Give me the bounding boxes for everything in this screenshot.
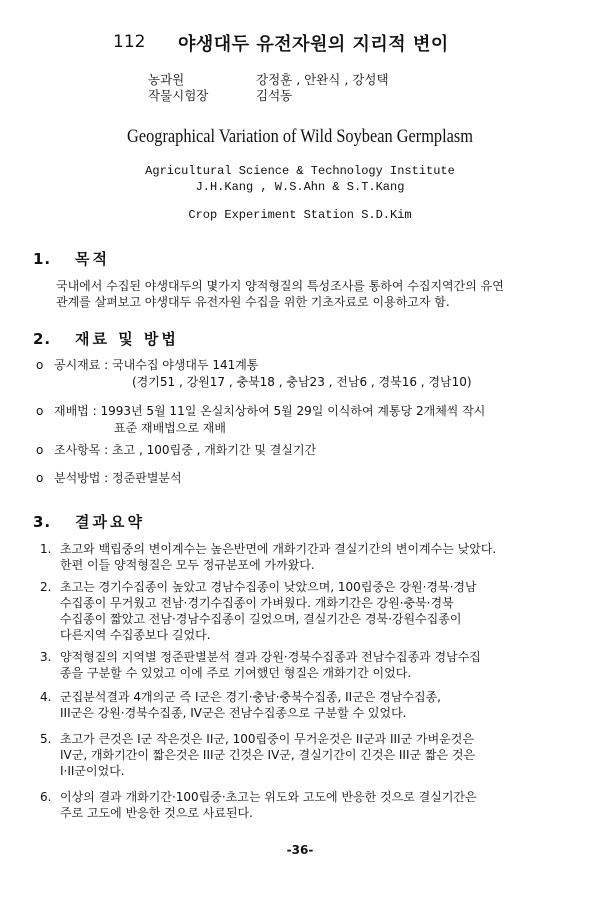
english-authors: J.H.Kang , W.S.Ahn & S.T.Kang: [195, 180, 405, 194]
cultivation-detail: 표준 재배법으로 재배: [114, 421, 226, 435]
result-item-continued: 다른지역 수집종보다 길었다.: [60, 628, 211, 642]
section-1-heading: [33, 248, 110, 269]
abstract-number: 112: [113, 32, 146, 52]
result-item-continued: 수집종이 무거웠고 전남·경기수집종이 가벼웠다. 개화기간은 강원·충북·경북: [60, 596, 454, 610]
result-item-continued: 수집종이 짧았고 전남·경남수집종이 길었으며, 결실기간은 경북·강원수집종이: [60, 612, 462, 626]
list-item: [36, 402, 485, 419]
english-institute: Agricultural Science & Technology Institute: [145, 164, 455, 178]
section-2-number: 2.: [33, 330, 52, 348]
list-item: [36, 356, 259, 373]
page-number: -36-: [286, 843, 314, 857]
bullet-icon: o: [36, 471, 44, 485]
survey-items-text: 조사항목 : 초고 , 100립중 , 개화기간 및 결실기간: [54, 443, 317, 457]
section-3-heading: [33, 511, 145, 532]
result-item-continued: 한편 이들 양적형질은 모두 정규분포에 가까왔다.: [60, 558, 315, 572]
result-item-continued: III군은 강원·경북수집종, IV군은 전남수집종으로 구분할 수 있었다.: [60, 706, 407, 720]
materials-text: 공시재료 : 국내수집 야생대두 141계통: [54, 358, 259, 372]
purpose-line-1: 국내에서 수집된 야생대두의 몇가지 양적형질의 특성조사를 통하여 수집지역간의 유연: [56, 279, 504, 293]
result-item: 4. 군집분석결과 4개의군 즉 I군은 경기·충남·충북수집종, II군은 경남수집종,: [40, 690, 441, 704]
english-station: Crop Experiment Station S.D.Kim: [188, 208, 412, 222]
result-item: 2. 초고는 경기수집종이 높았고 경남수집종이 낮았으며, 100립중은 강원·경북·경남: [40, 580, 477, 594]
authors-1: 강정훈 , 안완식 , 강성택: [256, 72, 389, 87]
list-item: [36, 441, 316, 458]
result-item: 5. 초고가 큰것은 I군 작은것은 II군, 100립중이 무거운것은 II군과 III군 가벼운것은: [40, 732, 474, 746]
purpose-line-2: 관계를 살펴보고 야생대두 유전자원 수집을 위한 기초자료로 이용하고자 함.: [56, 295, 450, 309]
institution-1: 농과원: [148, 72, 185, 87]
section-2-title: 재료 및 방법: [75, 330, 179, 348]
section-1-number: 1.: [33, 250, 52, 268]
section-1-title: 목적: [75, 250, 110, 268]
result-item: 3. 양적형질의 지역별 정준판별분석 결과 강원·경북수집종과 전남수집종과 경남수집: [40, 650, 481, 664]
result-item-continued: 주로 고도에 반응한 것으로 사료된다.: [60, 806, 253, 820]
bullet-icon: o: [36, 443, 44, 457]
result-item: 1. 초고와 백립중의 변이계수는 높은반면에 개화기간과 결실기간의 변이계수는 낮았다.: [40, 542, 497, 556]
result-item-continued: 종을 구분할 수 있었고 이에 주로 기여했던 형질은 개화기간 이었다.: [60, 666, 412, 680]
materials-detail: (경기51 , 강원17 , 충북18 , 충남23 , 전남6 , 경북16 , 경남10): [132, 375, 472, 389]
section-3-title: 결과요약: [75, 513, 145, 531]
institution-2: 작물시험장: [148, 88, 209, 103]
result-item-continued: IV군, 개화기간이 짧은것은 III군 긴것은 IV군, 결실기간이 긴것은 III군 짧은 것은: [60, 748, 476, 762]
section-3-number: 3.: [33, 513, 52, 531]
authors-2: 김석동: [256, 88, 293, 103]
section-2-heading: [33, 328, 179, 349]
cultivation-text: 재배법 : 1993년 5월 11일 온실치상하여 5월 29일 이식하여 계통당 2개체씩 작시: [54, 404, 486, 418]
result-item: 6. 이상의 결과 개화기간·100립중·초고는 위도와 고도에 반응한 것으로 결실기간은: [40, 790, 477, 804]
korean-title: 야생대두 유전자원의 지리적 변이: [178, 34, 449, 55]
result-item-continued: I·II군이었다.: [60, 764, 125, 778]
bullet-icon: o: [36, 358, 44, 372]
analysis-method-text: 분석방법 : 정준판별분석: [54, 471, 182, 485]
english-title: Geographical Variation of Wild Soybean Germplasm: [127, 126, 473, 147]
bullet-icon: o: [36, 404, 44, 418]
list-item: [36, 469, 182, 486]
